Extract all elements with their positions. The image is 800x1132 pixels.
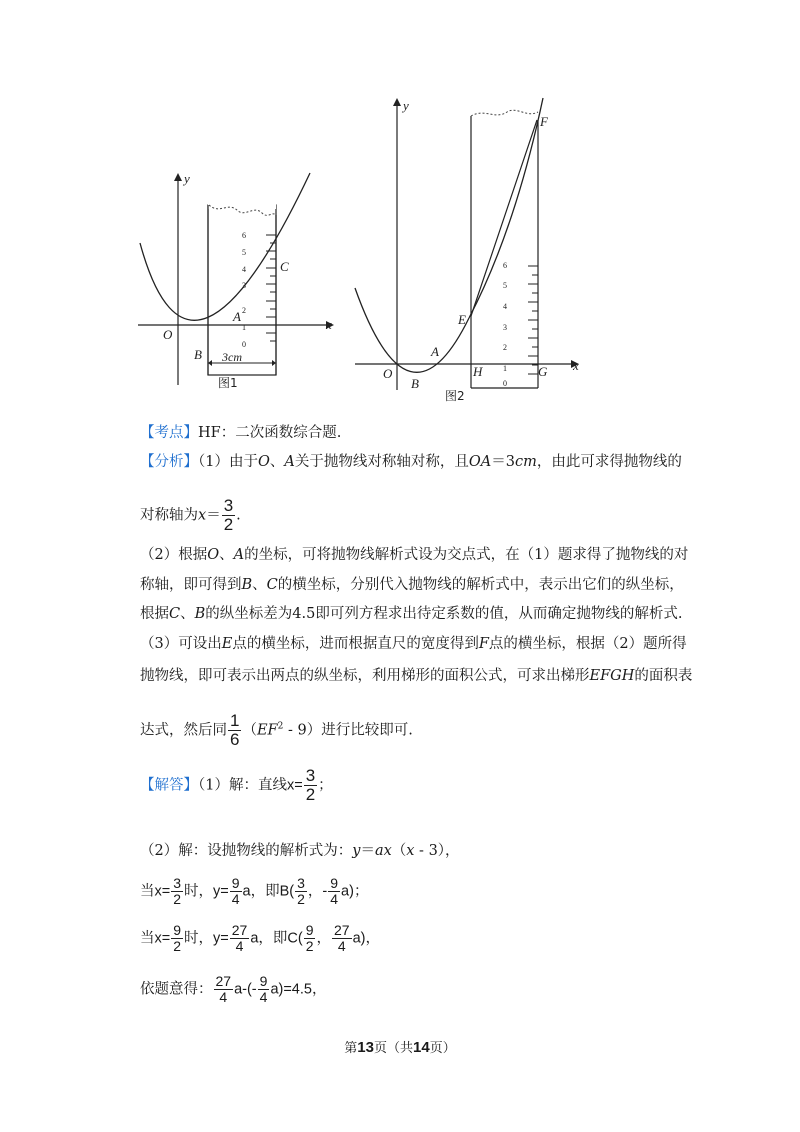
text: （3）可设出	[140, 636, 222, 652]
text: 关于抛物线对称轴对称，且	[294, 454, 469, 470]
jieda-line-5	[140, 974, 326, 1005]
kaodian-tag: 【考点】	[140, 425, 198, 441]
text: C	[266, 577, 278, 593]
text: （	[242, 722, 257, 739]
text: a，即B(	[242, 883, 295, 900]
denominator: 2	[173, 938, 182, 954]
ruler-tick-label: 6	[503, 261, 507, 270]
text: cm	[514, 454, 537, 470]
text: 页）	[429, 1041, 456, 1056]
ruler-tick-label: 3	[503, 323, 507, 332]
numerator: 3	[173, 875, 182, 891]
text: a-(-	[234, 981, 257, 998]
denominator: 2	[305, 785, 316, 804]
fenxi-p2-line-2	[140, 574, 684, 596]
fraction	[304, 767, 317, 804]
numerator: 27	[215, 973, 232, 989]
text: 称轴，即可得到	[140, 577, 242, 593]
ruler-tick-label: 5	[503, 281, 507, 290]
text: 依题意得：	[140, 981, 213, 998]
ruler-tick-label: 6	[242, 231, 246, 240]
ruler-tick-label: 1	[242, 323, 246, 332]
text: ，由此可求得抛物线的	[536, 454, 682, 470]
denominator: 4	[231, 891, 240, 907]
denominator: 6	[230, 730, 240, 749]
fenxi-p3-line-2	[140, 665, 692, 687]
kaodian-line	[140, 422, 341, 444]
ruler-tick-label: 5	[242, 248, 246, 257]
numerator: 3	[223, 496, 234, 515]
page-footer	[0, 1037, 800, 1056]
text: （1）解：直线	[198, 777, 287, 794]
numerator: 9	[259, 973, 268, 989]
numerator: 3	[297, 875, 305, 891]
text: O	[207, 547, 220, 563]
text: 对称轴为	[140, 507, 198, 524]
text: a，即C(	[250, 930, 303, 947]
text: OA	[468, 454, 492, 470]
ruler-tick-label: 1	[503, 364, 507, 373]
text: ＝	[206, 507, 221, 524]
numerator: 27	[333, 922, 350, 938]
text: a)；	[341, 883, 369, 900]
fenxi-line-2	[140, 497, 241, 534]
text: EFGH	[589, 668, 635, 684]
jieda-line-4	[140, 923, 380, 954]
fraction	[328, 876, 340, 907]
page-total: 14	[413, 1039, 430, 1056]
ruler-tick-label: 2	[503, 343, 507, 352]
text: x	[406, 843, 415, 859]
text: 、	[269, 454, 285, 470]
text: y=	[213, 930, 229, 947]
kaodian-text: HF：二次函数综合题.	[198, 425, 342, 441]
numerator: 9	[305, 922, 314, 938]
numerator: 1	[230, 711, 240, 730]
point-label-c: C	[280, 259, 289, 274]
text: x=	[154, 930, 171, 947]
jieda-tag: 【解答】	[140, 777, 198, 794]
text: 当	[140, 930, 155, 947]
jieda-line-3	[140, 876, 368, 907]
text: y=	[213, 883, 229, 900]
ruler-tick-label: 0	[242, 340, 246, 349]
axis-label-x: x	[573, 358, 579, 373]
text: O	[257, 454, 270, 470]
denominator: 4	[235, 938, 244, 954]
text: 点的横坐标，进而根据直尺的宽度得到	[232, 636, 479, 652]
fraction	[230, 876, 242, 907]
point-label-o: O	[383, 366, 393, 381]
text: （2）解：设抛物线的解析式为：	[140, 843, 353, 859]
fraction	[304, 923, 316, 954]
text: A	[233, 547, 245, 563]
fenxi-p3-line-1	[140, 633, 687, 655]
numerator: 9	[231, 875, 240, 891]
text: ＝3	[491, 454, 515, 470]
ruler-tick-label: 3	[242, 281, 246, 290]
fenxi-p3-line-3	[140, 712, 413, 749]
axis-label-y: y	[403, 98, 409, 113]
text: A	[284, 454, 295, 470]
text: 的坐标，可将抛物线解析式设为交点式，在（1）题求得了抛物线的对	[244, 547, 689, 563]
text: x	[198, 507, 207, 524]
fenxi-tag: 【分析】	[140, 454, 198, 470]
parabola-2	[355, 288, 469, 372]
text: y	[352, 843, 361, 859]
text: C	[169, 606, 181, 622]
text: - 9）进行比较即可.	[283, 722, 413, 739]
jieda-line-2	[140, 840, 460, 862]
text: 第	[344, 1041, 358, 1056]
point-label-g: G	[538, 364, 548, 379]
text: 点的横坐标，根据（2）题所得	[488, 636, 687, 652]
text: （2）根据	[140, 547, 208, 563]
fraction	[332, 923, 352, 954]
fraction	[171, 876, 183, 907]
jieda-line-1	[140, 767, 333, 804]
width-label: 3cm	[222, 350, 242, 364]
numerator: 3	[305, 766, 316, 785]
text: ，	[307, 883, 323, 900]
text: （1）由于	[198, 454, 258, 470]
point-label-f: F	[540, 114, 548, 129]
text: .	[236, 507, 241, 524]
text: 的面积表	[634, 668, 693, 684]
text: F	[478, 636, 489, 652]
ruler-tick-label: 4	[503, 302, 507, 311]
text: 抛物线，即可表示出两点的纵坐标，利用梯形的面积公式，可求出梯形	[140, 668, 590, 684]
text: x=	[286, 777, 303, 794]
text: a)=4.5，	[270, 981, 327, 998]
denominator: 4	[330, 891, 339, 907]
superscript: 2	[277, 721, 284, 732]
text: - 3），	[414, 843, 460, 859]
numerator: 27	[231, 922, 248, 938]
text: B	[194, 606, 206, 622]
text: 时，	[184, 883, 214, 900]
text: -	[322, 883, 328, 900]
fenxi-p2-line-3	[140, 603, 682, 625]
point-label-b: B	[411, 376, 419, 391]
point-label-o: O	[163, 327, 173, 342]
fraction	[171, 923, 183, 954]
denominator: 2	[305, 938, 314, 954]
fraction	[258, 974, 270, 1005]
point-label-a: A	[431, 344, 439, 359]
fraction	[214, 974, 234, 1005]
text: ；	[318, 777, 333, 794]
page-number: 13	[357, 1039, 374, 1056]
fenxi-line-1	[140, 451, 682, 473]
text: 时，	[184, 930, 214, 947]
point-label-a: A	[233, 309, 241, 324]
text: B	[241, 577, 253, 593]
text: ，	[316, 930, 331, 947]
point-label-e: E	[458, 312, 466, 327]
denominator: 4	[259, 989, 268, 1005]
text: 页（共	[373, 1041, 413, 1056]
ruler-tick-label: 0	[503, 379, 507, 388]
text: E	[221, 636, 233, 652]
text: （	[391, 843, 407, 859]
fraction	[222, 497, 235, 534]
axis-label-y: y	[184, 171, 190, 186]
denominator: 2	[173, 891, 182, 907]
text: x=	[154, 883, 171, 900]
point-label-h: H	[473, 364, 483, 379]
figure-1	[130, 165, 345, 395]
text: a)，	[352, 930, 380, 947]
text: 、	[180, 606, 195, 622]
numerator: 9	[173, 922, 182, 938]
text: 的纵坐标差为4.5即可列方程求出待定系数的值，从而确定抛物线的解析式.	[205, 606, 683, 622]
denominator: 4	[219, 989, 228, 1005]
numerator: 9	[330, 875, 339, 891]
denominator: 4	[337, 938, 346, 954]
denominator: 2	[223, 515, 234, 534]
fenxi-p2-line-1	[140, 544, 688, 566]
axis-label-x: x	[326, 317, 332, 332]
figure-caption: 图1	[218, 376, 238, 390]
text: 达式，然后同	[140, 722, 227, 739]
ruler-tick-label: 2	[242, 306, 246, 315]
ruler-tick-label: 4	[242, 265, 246, 274]
fraction	[295, 876, 307, 907]
denominator: 2	[297, 891, 305, 907]
fraction	[230, 923, 250, 954]
text: 当	[140, 883, 155, 900]
text: 、	[252, 577, 267, 593]
point-label-b: B	[194, 347, 202, 362]
text: EF	[256, 722, 278, 739]
text: ＝	[360, 843, 375, 859]
figure-2	[345, 90, 595, 408]
text: 的横坐标，分别代入抛物线的解析式中，表示出它们的纵坐标，	[277, 577, 684, 593]
text: 、	[219, 547, 234, 563]
text: ax	[374, 843, 392, 859]
fraction	[228, 712, 241, 749]
figure-caption: 图2	[445, 389, 465, 403]
text: 根据	[140, 606, 169, 622]
